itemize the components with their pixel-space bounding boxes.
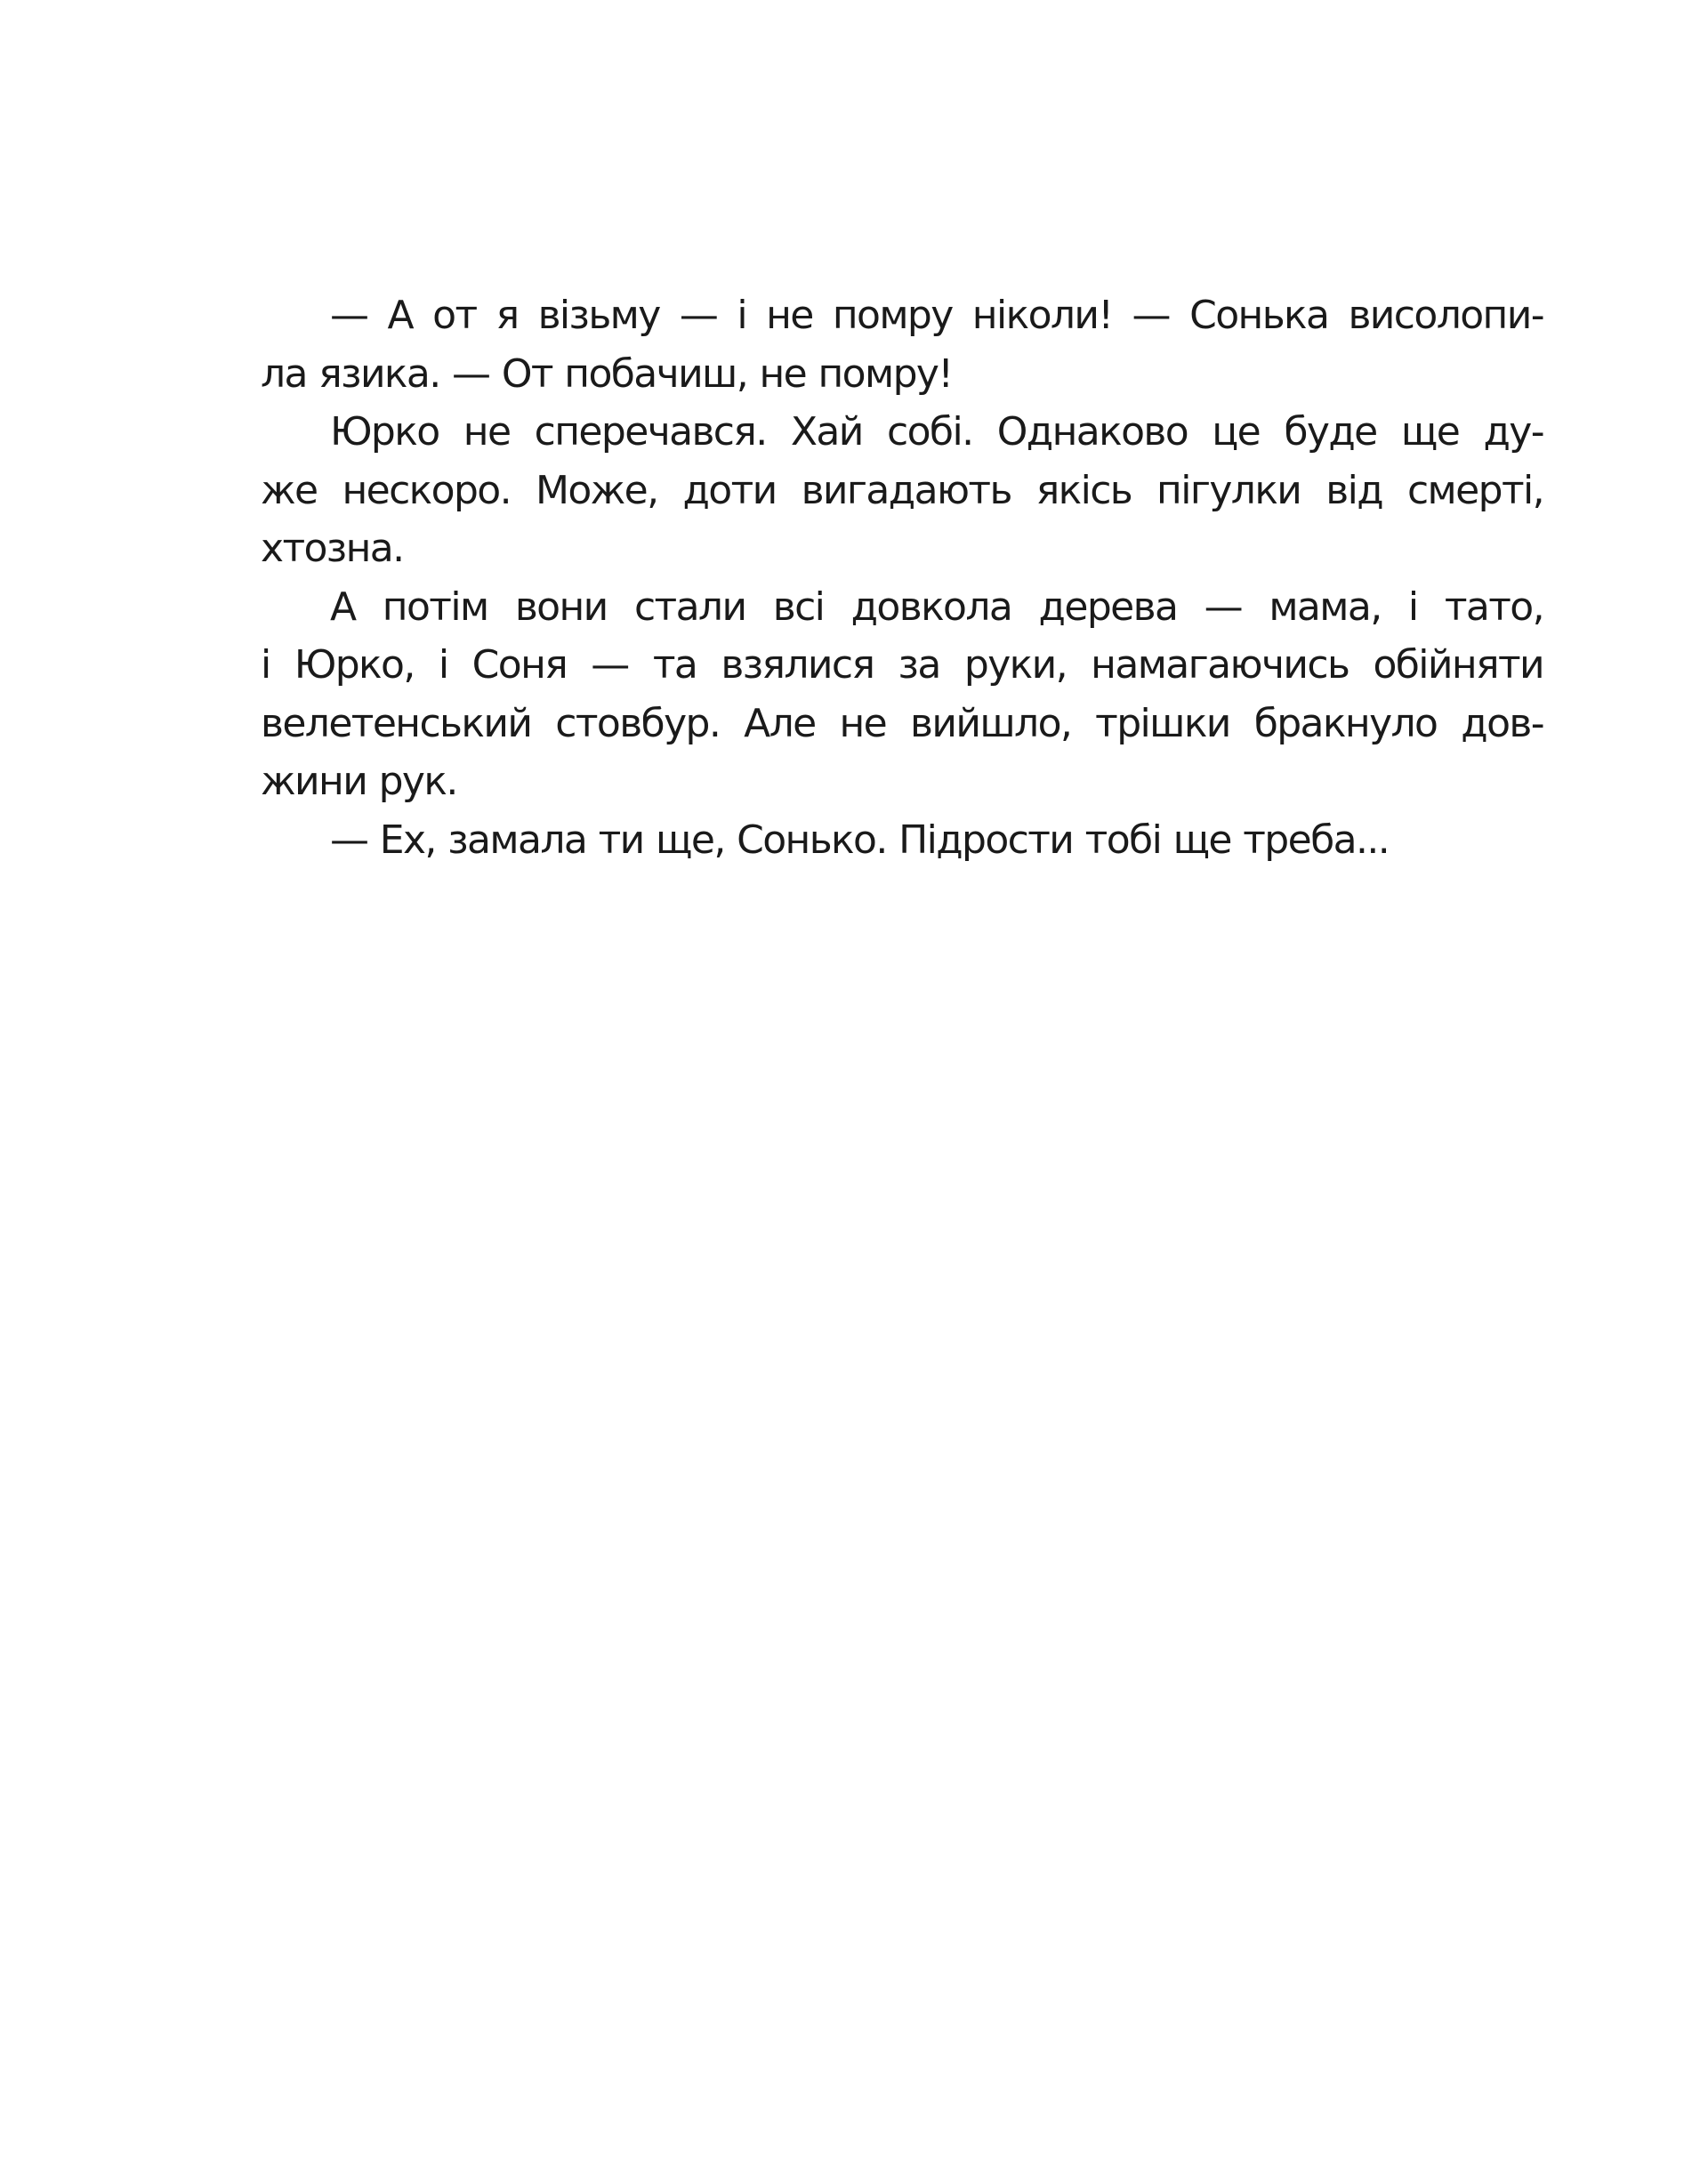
text-line: хтозна. [261,526,404,571]
text-line: жини рук. [261,759,457,804]
text-line: ла язика. — От побачиш, не помру! [261,350,953,397]
paragraph-1 [261,286,1543,403]
text-line: — А от я візьму — і не помру ніколи! — Сонька висолопи- [330,293,1543,338]
body-text [261,286,1543,869]
text-line: А потім вони стали всі довкола дерева — мама, і тато, [330,583,1543,630]
text-line: — Ех, замала ти ще, Сонько. Підрости тобі ще треба... [330,817,1390,863]
text-line: велетенський стовбур. Але не вийшло, трішки бракнуло дов- [261,700,1543,746]
text-line: і Юрко, і Соня — та взялися за руки, намагаючись обійняти [261,642,1543,688]
paragraph-4 [261,811,1543,870]
paragraph-2 [261,403,1543,578]
text-line: Юрко не сперечався. Хай собі. Однаково це буде ще ду- [330,409,1543,455]
text-line: же нескоро. Може, доти вигадають якісь пігулки від смерті, [261,467,1543,513]
paragraph-3 [261,578,1543,811]
